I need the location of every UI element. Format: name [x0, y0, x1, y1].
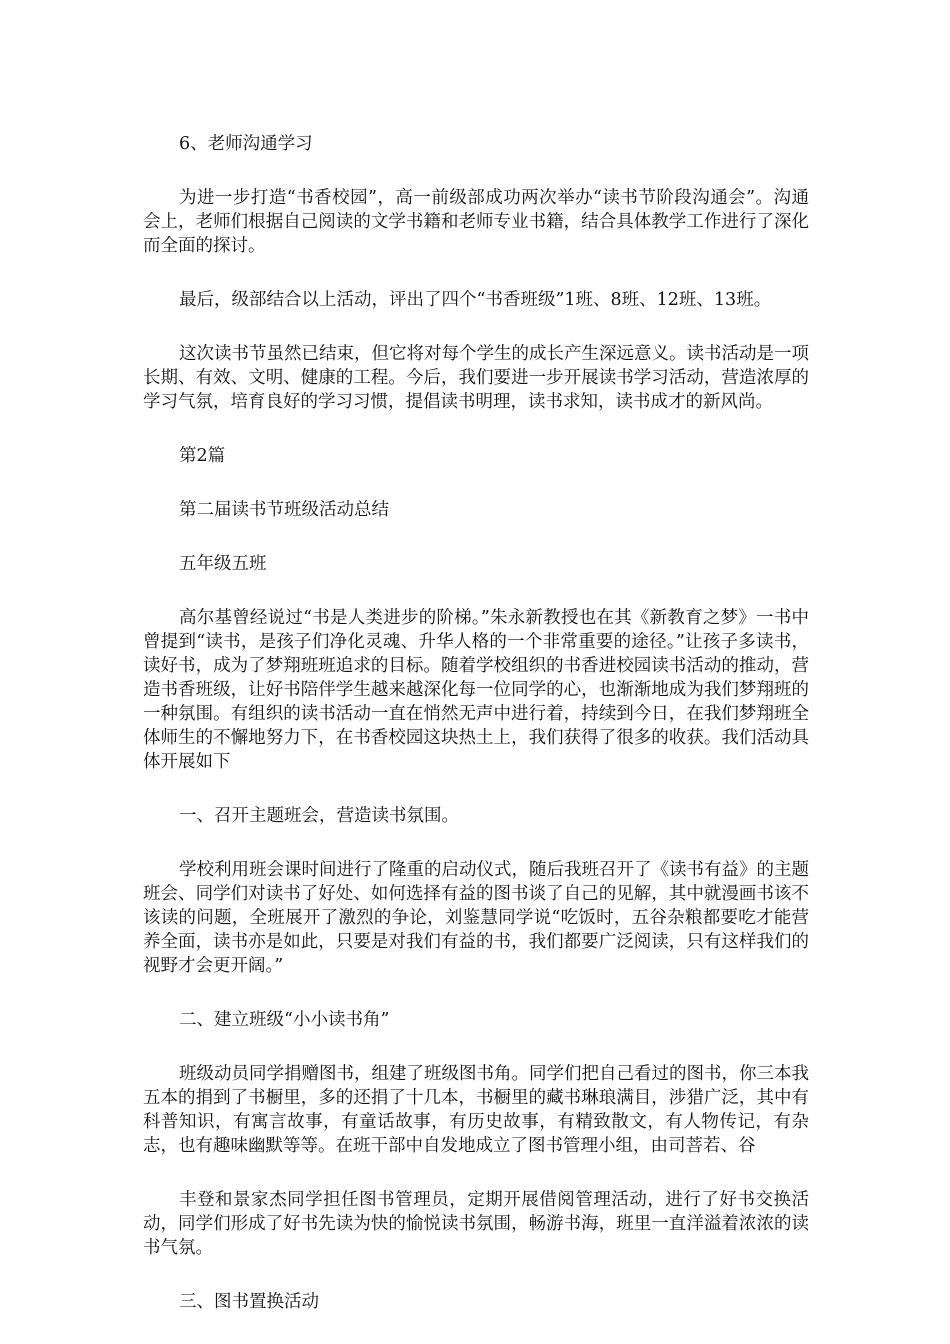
section-heading-reading-corner: 二、建立班级“小小读书角” — [179, 1010, 390, 1030]
paragraph-conclusion: 这次读书节虽然已结束，但它将对每个学生的成长产生深远意义。读书活动是一项长期、有效、文明、健康的工程。今后，我们要进一步开展读书学习活动，营造浓厚的学习气氛，培育良好的学习习惯，提倡读书明理，读书求知，读书成才的新风尚。 — [143, 344, 809, 412]
article-number: 第2篇 — [179, 446, 226, 466]
document-body — [143, 132, 809, 1344]
paragraph-introduction: 高尔基曾经说过“书是人类进步的阶梯。”朱永新教授也在其《新教育之梦》一书中曾提到“读书，是孩子们净化灵魂、升华人格的一个非常重要的途径。”让孩子多读书，读好书，成为了梦翔班班追求的目标。随着学校组织的书香进校园读书活动的推动，营造书香班级，让好书陪伴学生越来越深化每一位同学的心，也渐渐地成为我们梦翔班的一种氛围。有组织的读书活动一直在悄然无声中进行着，持续到今日，在我们梦翔班全体师生的不懈地努力下，在书香校园这块热土上，我们获得了很多的收获。我们活动具体开展如下 — [143, 608, 809, 772]
section-heading-teacher-exchange: 6、老师沟通学习 — [179, 134, 313, 154]
section-heading-class-meeting: 一、召开主题班会，营造读书氛围。 — [179, 806, 459, 826]
paragraph-reading-corner: 班级动员同学捐赠图书，组建了班级图书角。同学们把自己看过的图书，你三本我五本的捐到了书橱里，多的还捐了十几本，书橱里的藏书琳琅满目，涉猎广泛，其中有科普知识，有寓言故事，有童话故事，有历史故事，有精致散文，有人物传记，有杂志，也有趣味幽默等等。在班干部中自发地成立了图书管理小组，由司菩若、谷 — [143, 1064, 809, 1156]
section-heading-book-swap: 三、图书置换活动 — [179, 1292, 319, 1312]
paragraph-book-classes: 最后，级部结合以上活动，评出了四个“书香班级”1班、8班、12班、13班。 — [179, 290, 772, 310]
class-name: 五年级五班 — [179, 554, 267, 574]
paragraph-exchange-meeting: 为进一步打造“书香校园”，高一前级部成功两次举办“读书节阶段沟通会”。沟通会上，老师们根据自己阅读的文学书籍和老师专业书籍，结合具体教学工作进行了深化而全面的探讨。 — [143, 188, 809, 256]
paragraph-class-meeting: 学校利用班会课时间进行了隆重的启动仪式，随后我班召开了《读书有益》的主题班会、同学们对读书了好处、如何选择有益的图书谈了自己的见解，其中就漫画书该不该读的问题，全班展开了激烈的争论，刘鉴慧同学说“吃饭时，五谷杂粮都要吃才能营养全面，读书亦是如此，只要是对我们有益的书，我们都要广泛阅读，只有这样我们的视野才会更开阔。” — [143, 860, 809, 976]
paragraph-book-managers: 丰登和景家杰同学担任图书管理员，定期开展借阅管理活动，进行了好书交换活动，同学们形成了好书先读为快的愉悦读书氛围，畅游书海，班里一直洋溢着浓浓的读书气氛。 — [143, 1190, 809, 1258]
article-title: 第二届读书节班级活动总结 — [179, 500, 389, 520]
